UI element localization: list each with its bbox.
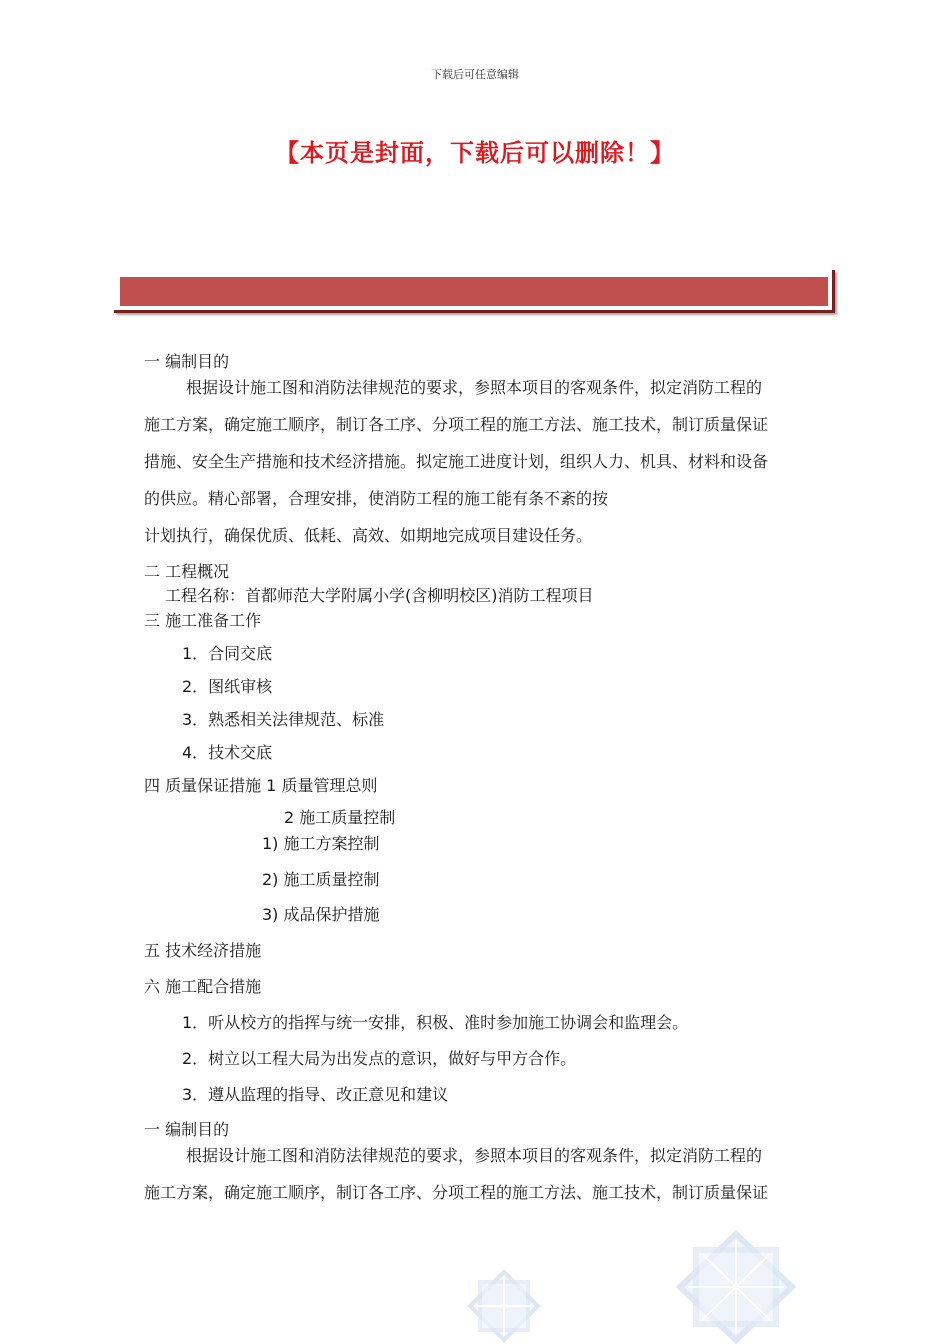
list-item: 3．熟悉相关法律规范、标准 [182, 710, 385, 729]
paragraph-line: 施工方案，确定施工顺序，制订各工序、分项工程的施工方法、施工技术，制订质量保证 [144, 1183, 769, 1202]
paragraph-line: 根据设计施工图和消防法律规范的要求，参照本项目的客观条件，拟定消防工程的 [186, 1146, 763, 1165]
list-item: 1) 施工方案控制 [262, 834, 380, 853]
list-item: 3．遵从监理的指导、改正意见和建议 [182, 1085, 449, 1104]
section-heading-compile-purpose-repeat: 一 编制目的 [144, 1120, 230, 1139]
decorative-banner [114, 270, 835, 313]
section-heading-tech-econ: 五 技术经济措施 [144, 941, 262, 960]
paragraph-line: 根据设计施工图和消防法律规范的要求，参照本项目的客观条件，拟定消防工程的 [186, 378, 763, 397]
list-item: 2．图纸审核 [182, 677, 273, 696]
section-heading-compile-purpose: 一 编制目的 [144, 352, 230, 371]
header-note: 下载后可任意编辑 [431, 68, 519, 81]
section-heading-coordination: 六 施工配合措施 [144, 977, 262, 996]
cover-notice: 【本页是封面，下载后可以删除！】 [275, 139, 675, 167]
section-heading-quality: 四 质量保证措施 1 质量管理总则 [144, 776, 378, 795]
section-heading-preparation: 三 施工准备工作 [144, 611, 262, 630]
banner-fill [120, 277, 828, 306]
list-item: 2．树立以工程大局为出发点的意识，做好与甲方合作。 [182, 1049, 577, 1068]
paragraph-line: 措施、安全生产措施和技术经济措施。拟定施工进度计划，组织人力、机具、材料和设备 [144, 452, 769, 471]
list-item: 4．技术交底 [182, 743, 273, 762]
list-item: 1．听从校方的指挥与统一安排，积极、准时参加施工协调会和监理会。 [182, 1013, 689, 1032]
paragraph-line: 计划执行，确保优质、低耗、高效、如期地完成项目建设任务。 [144, 526, 593, 545]
snowflake-watermark-icon [676, 1230, 796, 1344]
list-item: 1．合同交底 [182, 644, 273, 663]
list-item: 2) 施工质量控制 [262, 870, 380, 889]
subsection-heading: 2 施工质量控制 [284, 808, 396, 827]
section-heading-project-overview: 二 工程概况 [144, 562, 230, 581]
paragraph-line: 的供应。精心部署，合理安排，使消防工程的施工能有条不紊的按 [144, 489, 609, 508]
paragraph-line: 施工方案，确定施工顺序，制订各工序、分项工程的施工方法、施工技术，制订质量保证 [144, 415, 769, 434]
list-item: 3) 成品保护措施 [262, 905, 380, 924]
project-name: 工程名称：首都师范大学附属小学(含柳明校区)消防工程项目 [165, 586, 594, 605]
snowflake-watermark-small-icon [466, 1268, 542, 1344]
